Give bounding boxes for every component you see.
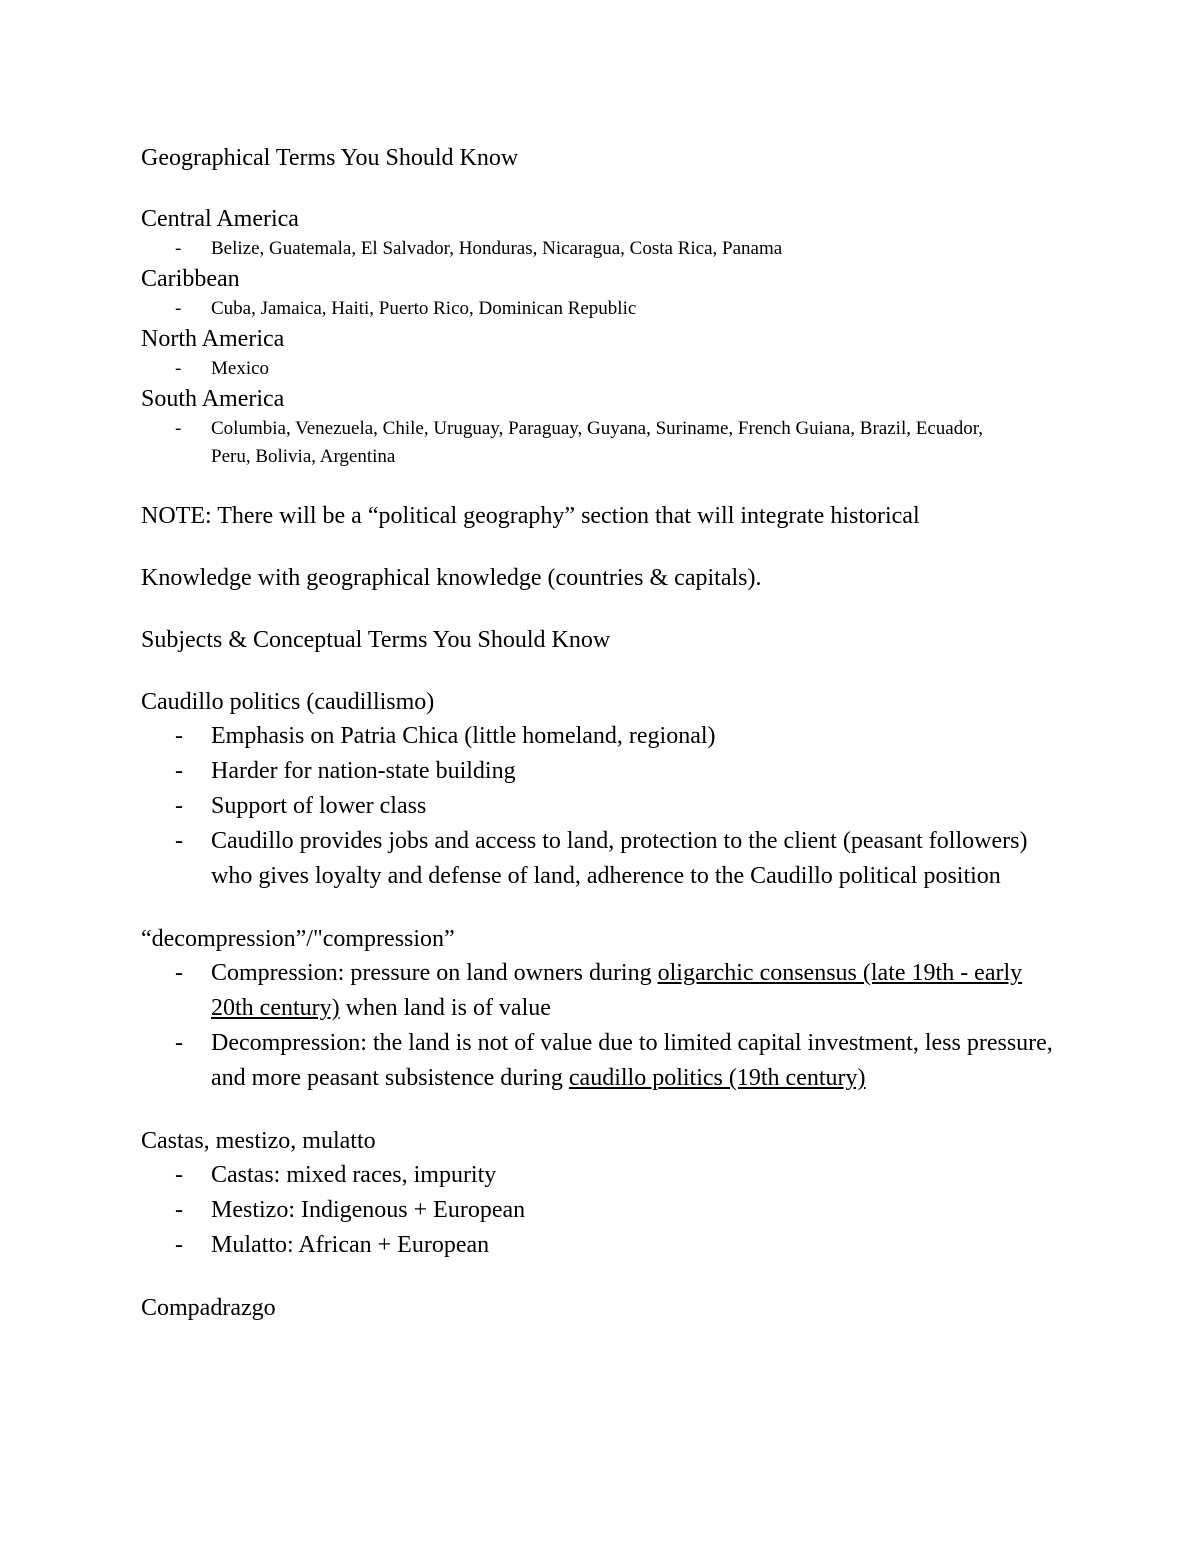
castas-list bbox=[141, 1158, 1061, 1263]
list-item bbox=[141, 355, 1021, 383]
bullet-dash: - bbox=[175, 298, 182, 319]
region-list-south-america bbox=[141, 415, 1061, 471]
list-item-text: Mexico bbox=[211, 358, 270, 379]
doc-title: Geographical Terms You Should Know bbox=[141, 145, 519, 171]
list-item bbox=[141, 719, 1061, 754]
compression-list bbox=[141, 956, 1061, 1096]
list-item bbox=[141, 415, 1021, 471]
underlined-term: caudillo politics (19th century) bbox=[568, 1065, 866, 1091]
spacer bbox=[141, 595, 1061, 623]
spacer bbox=[141, 471, 1061, 499]
list-item bbox=[141, 1158, 1061, 1193]
region-list-caribbean bbox=[141, 295, 1061, 323]
bullet-dash: - bbox=[175, 1197, 183, 1223]
compression-heading: “decompression”/"compression” bbox=[141, 926, 455, 952]
bullet-dash: - bbox=[175, 793, 183, 819]
caudillo-list bbox=[141, 719, 1061, 894]
list-item bbox=[141, 824, 1061, 894]
region-list-north-america bbox=[141, 355, 1061, 383]
bullet-dash: - bbox=[175, 238, 182, 259]
list-item-text: Columbia, Venezuela, Chile, Uruguay, Paraguay, Guyana, Suriname, French Guiana, Brazil, Ecuador, Peru, Bolivia, Argentina bbox=[211, 418, 984, 467]
underlined-term: oligarchic consensus (late 19th - early 20th century) bbox=[211, 960, 1023, 1021]
bullet-dash: - bbox=[175, 418, 182, 439]
region-heading-south-america: South America bbox=[141, 386, 285, 412]
note-line-2: Knowledge with geographical knowledge (countries & capitals). bbox=[141, 565, 762, 591]
bullet-dash: - bbox=[175, 1030, 183, 1056]
list-item-text: Compression: pressure on land owners during bbox=[211, 960, 658, 986]
subjects-title: Subjects & Conceptual Terms You Should Know bbox=[141, 627, 611, 653]
spacer bbox=[141, 1263, 1061, 1291]
bullet-dash: - bbox=[175, 960, 183, 986]
list-item-text: Cuba, Jamaica, Haiti, Puerto Rico, Dominican Republic bbox=[211, 298, 637, 319]
list-item-text: when land is of value bbox=[339, 995, 551, 1021]
spacer bbox=[141, 175, 1061, 203]
region-heading-caribbean: Caribbean bbox=[141, 266, 240, 292]
region-list-central-america bbox=[141, 235, 1061, 263]
bullet-dash: - bbox=[175, 1232, 183, 1258]
list-item bbox=[141, 754, 1061, 789]
list-item-text: Support of lower class bbox=[211, 793, 427, 819]
list-item bbox=[141, 1193, 1061, 1228]
spacer bbox=[141, 894, 1061, 922]
list-item bbox=[141, 1026, 1061, 1096]
list-item-text: Harder for nation-state building bbox=[211, 758, 516, 784]
bullet-dash: - bbox=[175, 1162, 183, 1188]
bullet-dash: - bbox=[175, 723, 183, 749]
list-item-text: Belize, Guatemala, El Salvador, Honduras, Nicaragua, Costa Rica, Panama bbox=[211, 238, 783, 259]
bullet-dash: - bbox=[175, 758, 183, 784]
compadrazgo-heading: Compadrazgo bbox=[141, 1295, 276, 1321]
list-item bbox=[141, 295, 1021, 323]
note-line-1: NOTE: There will be a “political geography” section that will integrate historical bbox=[141, 503, 920, 529]
caudillo-heading: Caudillo politics (caudillismo) bbox=[141, 689, 435, 715]
list-item-text: Decompression: the land is not of value due to limited capital investment, less pressure, and more peasant subsistence during bbox=[211, 1030, 1053, 1091]
list-item bbox=[141, 789, 1061, 824]
castas-heading: Castas, mestizo, mulatto bbox=[141, 1128, 376, 1154]
bullet-dash: - bbox=[175, 828, 183, 854]
spacer bbox=[141, 657, 1061, 685]
spacer bbox=[141, 533, 1061, 561]
list-item bbox=[141, 235, 1021, 263]
list-item-text: Mestizo: Indigenous + European bbox=[211, 1197, 526, 1223]
list-item-text: Emphasis on Patria Chica (little homeland, regional) bbox=[211, 723, 716, 749]
list-item-text: Caudillo provides jobs and access to land, protection to the client (peasant followers) who gives loyalty and defense of land, adherence to the Caudillo political position bbox=[211, 828, 1028, 889]
list-item bbox=[141, 956, 1061, 1026]
list-item-text: Castas: mixed races, impurity bbox=[211, 1162, 497, 1188]
spacer bbox=[141, 1096, 1061, 1124]
list-item bbox=[141, 1228, 1061, 1263]
region-heading-north-america: North America bbox=[141, 326, 285, 352]
list-item-text: Mulatto: African + European bbox=[211, 1232, 490, 1258]
document-page bbox=[141, 141, 1061, 1325]
region-heading-central-america: Central America bbox=[141, 206, 299, 232]
bullet-dash: - bbox=[175, 358, 182, 379]
